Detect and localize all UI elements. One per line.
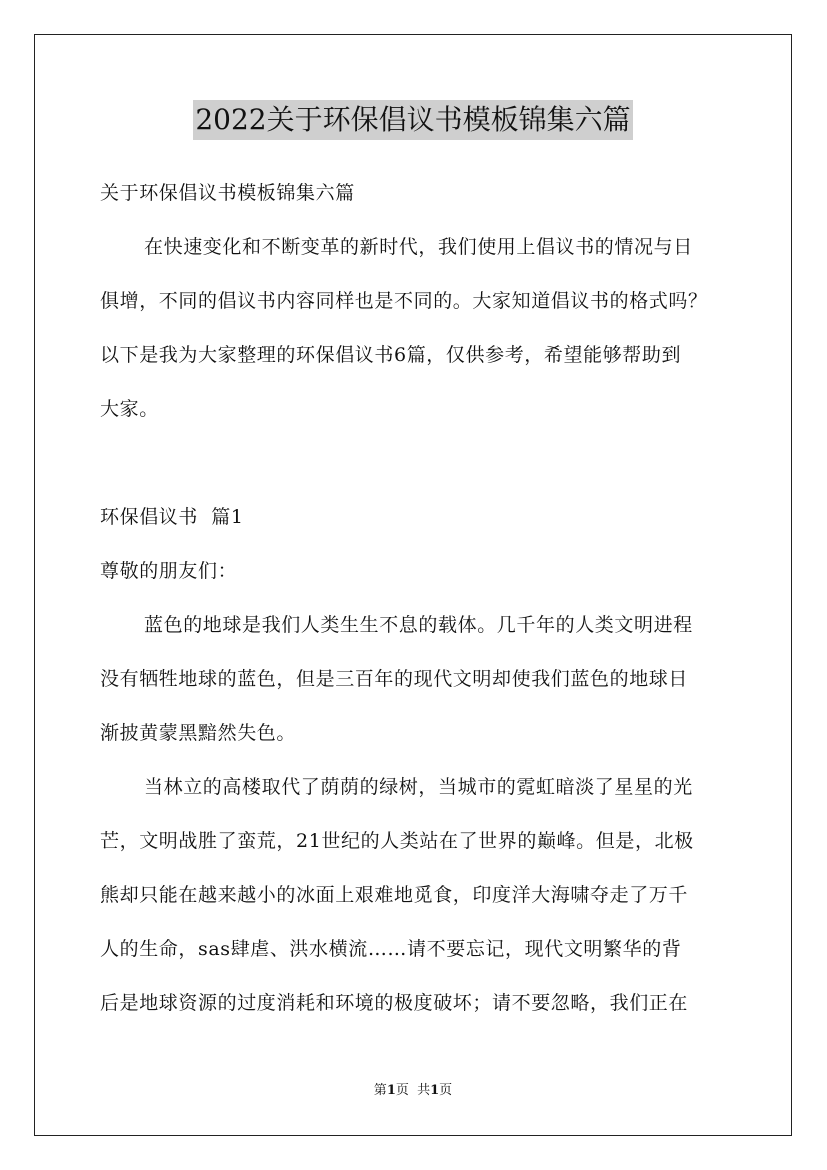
footer-suffix: 页	[439, 1083, 453, 1098]
intro-line-3: 以下是我为大家整理的环保倡议书6篇，仅供参考，希望能够帮助到	[100, 344, 682, 366]
paragraph1-line-3: 渐披黄蒙黑黯然失色。	[100, 722, 297, 744]
document-subtitle: 关于环保倡议书模板锦集六篇	[100, 182, 355, 204]
salutation: 尊敬的朋友们：	[100, 560, 238, 582]
paragraph2-line-1: 当林立的高楼取代了荫荫的绿树，当城市的霓虹暗淡了星星的光	[144, 776, 693, 798]
intro-line-4: 大家。	[100, 398, 159, 420]
footer-page-current: 1	[386, 1083, 396, 1098]
paragraph1-line-2: 没有牺牲地球的蓝色，但是三百年的现代文明却使我们蓝色的地球日	[100, 668, 689, 690]
paragraph2-line-3: 熊却只能在越来越小的冰面上艰难地觅食，印度洋大海啸夺走了万千	[100, 884, 689, 906]
document-title: 2022关于环保倡议书模板锦集六篇	[193, 100, 632, 140]
intro-line-2: 俱增，不同的倡议书内容同样也是不同的。大家知道倡议书的格式吗？	[100, 290, 708, 312]
paragraph2-line-2: 芒，文明战胜了蛮荒，21世纪的人类站在了世界的巅峰。但是，北极	[100, 830, 694, 852]
intro-line-1: 在快速变化和不断变革的新时代，我们使用上倡议书的情况与日	[144, 236, 693, 258]
section-heading: 环保倡议书 篇1	[100, 506, 244, 528]
title-container	[34, 100, 792, 140]
footer-mid: 页 共	[395, 1083, 431, 1098]
paragraph1-line-1: 蓝色的地球是我们人类生生不息的载体。几千年的人类文明进程	[144, 614, 693, 636]
paragraph2-line-4: 人的生命，sas肆虐、洪水横流……请不要忘记，现代文明繁华的背	[100, 938, 682, 960]
page-footer	[34, 1082, 792, 1100]
footer-prefix: 第	[373, 1083, 387, 1098]
paragraph2-line-5: 后是地球资源的过度消耗和环境的极度破坏；请不要忽略，我们正在	[100, 992, 689, 1014]
document-body	[100, 166, 730, 1030]
spacer	[100, 436, 730, 490]
footer-page-total: 1	[430, 1083, 440, 1098]
